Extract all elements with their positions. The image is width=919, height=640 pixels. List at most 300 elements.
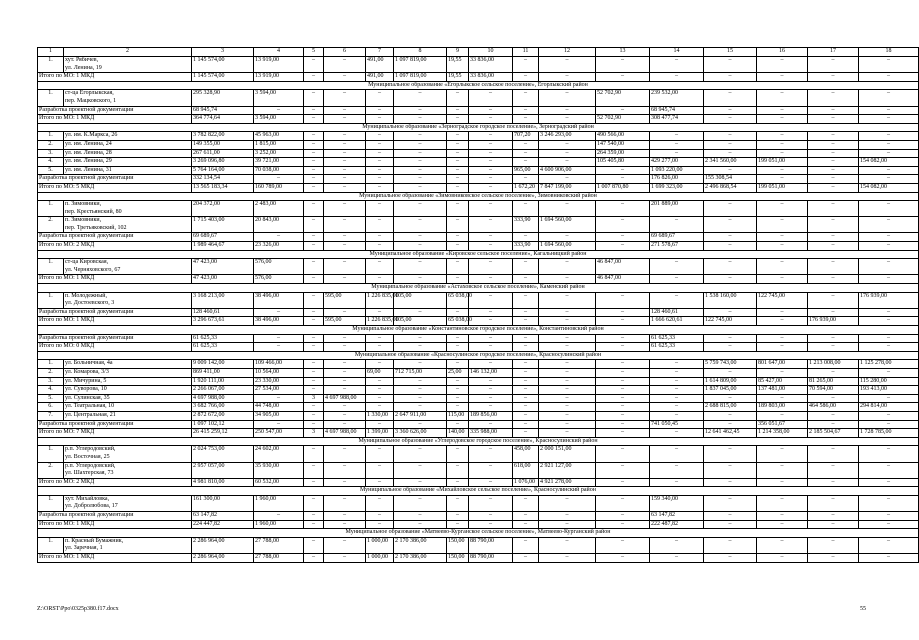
table-cell: – — [394, 201, 447, 217]
table-row — [38, 149, 919, 158]
table-cell: 4. — [38, 158, 64, 167]
table-cell: 5 759 743,00 — [704, 360, 757, 369]
table-cell: – — [704, 233, 757, 242]
table-cell: 63 147,82 — [650, 512, 704, 521]
table-cell: – — [447, 377, 469, 386]
table-cell: – — [808, 57, 859, 73]
table-body — [38, 48, 919, 563]
table-cell: – — [650, 140, 704, 149]
table-cell: – — [366, 201, 394, 217]
table-cell: – — [757, 495, 808, 511]
table-cell: 2. — [38, 217, 64, 233]
table-cell: – — [859, 201, 919, 217]
table-cell: – — [469, 512, 513, 521]
table-cell: – — [447, 446, 469, 462]
column-number-header: 12 — [539, 48, 596, 57]
table-cell: – — [539, 554, 596, 563]
table-cell: 68 945,74 — [192, 106, 254, 115]
table-cell: – — [704, 73, 757, 82]
table-cell: 65 038,00 — [447, 317, 469, 326]
total-row — [38, 242, 919, 251]
table-cell: – — [324, 411, 366, 420]
table-cell: – — [304, 175, 324, 184]
table-cell: – — [447, 233, 469, 242]
table-cell: – — [539, 317, 596, 326]
table-cell: – — [513, 520, 539, 529]
column-number-header: 7 — [366, 48, 394, 57]
table-cell: – — [394, 183, 447, 192]
table-cell: – — [808, 132, 859, 141]
table-cell: – — [254, 343, 304, 352]
total-label: Разработка проектной документации — [38, 334, 192, 343]
table-cell: – — [859, 175, 919, 184]
table-cell: 1 399,00 — [366, 429, 394, 438]
table-cell: – — [596, 537, 650, 553]
table-cell: – — [596, 166, 650, 175]
table-cell: – — [859, 520, 919, 529]
table-cell: – — [469, 106, 513, 115]
table-cell: 189 856,00 — [469, 411, 513, 420]
table-cell: – — [808, 217, 859, 233]
table-cell: – — [650, 386, 704, 395]
table-cell: 109 466,00 — [254, 360, 304, 369]
table-cell: – — [539, 73, 596, 82]
table-cell: 154 082,00 — [859, 183, 919, 192]
table-cell: – — [513, 343, 539, 352]
table-cell: – — [704, 394, 757, 403]
total-label: Итого по МО: 5 МКД — [38, 183, 192, 192]
table-cell: – — [324, 537, 366, 553]
table-cell: – — [394, 394, 447, 403]
table-cell: 25,00 — [447, 368, 469, 377]
table-cell: – — [513, 368, 539, 377]
table-cell: – — [254, 334, 304, 343]
table-cell: – — [394, 520, 447, 529]
table-cell: 595,00 — [324, 317, 366, 326]
table-cell: – — [324, 360, 366, 369]
table-cell: – — [859, 275, 919, 284]
table-cell: – — [539, 368, 596, 377]
total-row — [38, 512, 919, 521]
table-cell: – — [650, 537, 704, 553]
table-cell: – — [757, 554, 808, 563]
table-cell: 3 594,00 — [254, 115, 304, 124]
table-cell: 7. — [38, 411, 64, 420]
table-cell: 154 082,00 — [859, 158, 919, 167]
table-cell: 1 000,00 — [366, 537, 394, 553]
table-row — [38, 201, 919, 217]
table-cell: – — [539, 140, 596, 149]
table-cell: – — [757, 446, 808, 462]
address-cell: ст-ца Егорлыкская, пер. Мацковского, 1 — [64, 90, 192, 106]
table-cell: 364 774,64 — [192, 115, 254, 124]
table-cell: 3. — [38, 377, 64, 386]
table-cell: – — [596, 512, 650, 521]
table-cell: 1 214 358,00 — [757, 429, 808, 438]
table-cell: 105,00 — [394, 317, 447, 326]
table-cell: – — [304, 386, 324, 395]
table-cell: – — [539, 259, 596, 275]
table-cell: – — [469, 317, 513, 326]
table-cell: – — [394, 106, 447, 115]
table-cell: – — [596, 520, 650, 529]
table-row — [38, 158, 919, 167]
table-cell: – — [469, 259, 513, 275]
table-cell: – — [704, 275, 757, 284]
table-cell: – — [596, 368, 650, 377]
table-cell: – — [757, 242, 808, 251]
table-cell: – — [394, 242, 447, 251]
table-cell: 150,00 — [447, 537, 469, 553]
address-cell: ул. Комарова, 3/3 — [64, 368, 192, 377]
table-cell: – — [539, 275, 596, 284]
table-cell: 3 360 626,00 — [394, 429, 447, 438]
table-cell: – — [596, 386, 650, 395]
table-cell: – — [704, 115, 757, 124]
table-cell: – — [469, 201, 513, 217]
table-cell: 70 038,00 — [254, 166, 304, 175]
table-cell: – — [808, 334, 859, 343]
table-cell: 224 447,82 — [192, 520, 254, 529]
table-cell: – — [366, 386, 394, 395]
table-cell: – — [469, 292, 513, 308]
table-cell: – — [513, 317, 539, 326]
table-cell: – — [808, 90, 859, 106]
table-cell: – — [539, 495, 596, 511]
table-cell: – — [513, 554, 539, 563]
table-cell: – — [539, 394, 596, 403]
table-cell: – — [366, 275, 394, 284]
table-cell: – — [808, 275, 859, 284]
table-cell: – — [596, 57, 650, 73]
table-cell: – — [394, 446, 447, 462]
table-cell: – — [394, 140, 447, 149]
total-label: Итого по МО: 1 МКД — [38, 317, 192, 326]
table-cell: – — [324, 495, 366, 511]
table-cell: 1 330,00 — [366, 411, 394, 420]
table-cell: – — [324, 308, 366, 317]
total-label: Итого по МО: 1 МКД — [38, 520, 192, 529]
table-cell: – — [447, 343, 469, 352]
table-cell: – — [539, 429, 596, 438]
table-cell: 65 038,00 — [447, 292, 469, 308]
table-cell: – — [539, 201, 596, 217]
table-cell: 1 097 819,00 — [394, 57, 447, 73]
table-row — [38, 166, 919, 175]
table-cell: – — [650, 368, 704, 377]
table-cell: – — [447, 166, 469, 175]
table-cell: – — [324, 73, 366, 82]
table-cell: – — [513, 259, 539, 275]
table-cell: – — [324, 115, 366, 124]
table-cell: – — [366, 478, 394, 487]
table-cell: – — [394, 478, 447, 487]
table-cell: – — [304, 217, 324, 233]
table-cell: – — [366, 520, 394, 529]
table-cell: – — [596, 175, 650, 184]
table-cell: – — [859, 233, 919, 242]
table-cell: 1 145 574,00 — [192, 57, 254, 73]
document-sheet — [37, 47, 919, 563]
address-cell: ул. Больничная, 4а — [64, 360, 192, 369]
table-cell: – — [757, 106, 808, 115]
table-cell: – — [704, 478, 757, 487]
table-cell: – — [513, 175, 539, 184]
table-cell: 26 415 259,12 — [192, 429, 254, 438]
municipality-title: Муниципальное образование «Егорлыкское сельское поселение», Егорлыкский район — [38, 81, 919, 90]
table-cell: – — [513, 537, 539, 553]
table-row — [38, 446, 919, 462]
table-cell: – — [324, 377, 366, 386]
table-cell: 1 226 835,00 — [366, 317, 394, 326]
table-cell: – — [324, 520, 366, 529]
address-cell: р.п. Углеродовский, ул. Восточная, 25 — [64, 446, 192, 462]
table-cell: 618,00 — [513, 462, 539, 478]
table-cell: – — [513, 495, 539, 511]
table-cell: 19,55 — [447, 73, 469, 82]
table-cell: 1 728 785,00 — [859, 429, 919, 438]
table-cell: – — [539, 57, 596, 73]
table-cell: 13 919,00 — [254, 73, 304, 82]
table-row — [38, 217, 919, 233]
table-cell: 13 565 183,34 — [192, 183, 254, 192]
table-cell: – — [304, 462, 324, 478]
table-cell: – — [596, 403, 650, 412]
table-cell: 1 694 560,00 — [539, 217, 596, 233]
total-label: Разработка проектной документации — [38, 106, 192, 115]
table-cell: 1 213 008,00 — [808, 360, 859, 369]
table-cell: – — [304, 259, 324, 275]
table-cell: – — [704, 446, 757, 462]
table-cell: – — [324, 386, 366, 395]
table-cell: – — [859, 462, 919, 478]
table-cell: – — [757, 334, 808, 343]
total-row — [38, 175, 919, 184]
table-cell: – — [808, 394, 859, 403]
table-cell: – — [394, 343, 447, 352]
table-cell: – — [808, 175, 859, 184]
table-cell: 137 481,00 — [757, 386, 808, 395]
table-cell: – — [757, 259, 808, 275]
table-cell: 271 578,67 — [650, 242, 704, 251]
table-cell: – — [324, 90, 366, 106]
table-cell: – — [394, 158, 447, 167]
table-cell: – — [596, 106, 650, 115]
table-cell: 2 170 386,00 — [394, 554, 447, 563]
table-cell: – — [394, 259, 447, 275]
table-cell: 2 341 560,00 — [704, 158, 757, 167]
column-number-header: 5 — [304, 48, 324, 57]
table-cell: – — [469, 334, 513, 343]
table-cell: 47 423,00 — [192, 259, 254, 275]
table-cell: – — [304, 520, 324, 529]
section-header-row — [38, 250, 919, 259]
table-cell: 332 134,54 — [192, 175, 254, 184]
table-cell: 70 594,00 — [808, 386, 859, 395]
table-cell: 122 745,00 — [704, 317, 757, 326]
table-cell: 4. — [38, 386, 64, 395]
table-row — [38, 360, 919, 369]
table-cell: – — [304, 73, 324, 82]
table-cell: – — [808, 368, 859, 377]
table-cell: 7 847 199,00 — [539, 183, 596, 192]
table-row — [38, 537, 919, 553]
table-cell: – — [757, 394, 808, 403]
table-cell: 3 594,00 — [254, 90, 304, 106]
address-cell: хут. Михайловка, ул. Добролюбова, 17 — [64, 495, 192, 511]
table-cell: – — [394, 377, 447, 386]
table-cell: 333,90 — [513, 217, 539, 233]
table-cell: 1. — [38, 537, 64, 553]
table-cell: – — [254, 233, 304, 242]
table-cell: 576,00 — [254, 275, 304, 284]
table-cell: 1. — [38, 132, 64, 141]
table-cell: – — [808, 462, 859, 478]
table-cell: – — [324, 132, 366, 141]
table-cell: – — [859, 149, 919, 158]
table-cell: 88 790,00 — [469, 554, 513, 563]
table-cell: 1 699 323,00 — [650, 183, 704, 192]
table-cell: 13 919,00 — [254, 57, 304, 73]
total-row — [38, 183, 919, 192]
total-label: Разработка проектной документации — [38, 420, 192, 429]
table-cell: 1. — [38, 495, 64, 511]
table-cell: – — [304, 183, 324, 192]
table-cell: – — [650, 73, 704, 82]
table-cell: – — [513, 334, 539, 343]
table-cell: 46 847,00 — [596, 275, 650, 284]
table-cell: 1 007 870,80 — [596, 183, 650, 192]
table-row — [38, 140, 919, 149]
table-cell: – — [808, 158, 859, 167]
table-cell: – — [513, 308, 539, 317]
table-cell: 222 487,82 — [650, 520, 704, 529]
total-row — [38, 275, 919, 284]
table-cell: – — [757, 411, 808, 420]
table-cell: – — [304, 132, 324, 141]
table-cell: 4 697 988,00 — [324, 394, 366, 403]
table-cell: – — [859, 512, 919, 521]
total-row — [38, 520, 919, 529]
table-cell: – — [539, 90, 596, 106]
table-cell: – — [366, 420, 394, 429]
table-cell: – — [704, 132, 757, 141]
table-cell: – — [469, 115, 513, 124]
table-cell: – — [859, 73, 919, 82]
table-cell: – — [704, 495, 757, 511]
table-cell: 1 666 620,61 — [650, 317, 704, 326]
table-cell: – — [447, 217, 469, 233]
table-cell: – — [596, 394, 650, 403]
table-cell: – — [394, 386, 447, 395]
table-cell: – — [366, 166, 394, 175]
table-cell: – — [324, 554, 366, 563]
address-cell: ул. им. Ленина, 31 — [64, 166, 192, 175]
table-cell: – — [366, 242, 394, 251]
table-cell: – — [469, 446, 513, 462]
table-cell: – — [366, 446, 394, 462]
table-cell: 1. — [38, 360, 64, 369]
table-cell: 1 614 809,00 — [704, 377, 757, 386]
table-cell: – — [366, 217, 394, 233]
table-cell: – — [808, 343, 859, 352]
table-cell: – — [513, 394, 539, 403]
table-cell: – — [704, 368, 757, 377]
table-cell: – — [859, 446, 919, 462]
table-cell: 2 185 504,67 — [808, 429, 859, 438]
column-number-header: 14 — [650, 48, 704, 57]
table-cell: 491,00 — [366, 57, 394, 73]
table-cell: – — [757, 115, 808, 124]
municipality-title: Муниципальное образование «Зерноградское городское поселение», Зерноградский район — [38, 123, 919, 132]
table-cell: – — [304, 106, 324, 115]
table-cell: – — [447, 259, 469, 275]
table-cell: 3 — [304, 394, 324, 403]
table-cell: 1. — [38, 57, 64, 73]
total-row — [38, 478, 919, 487]
table-cell: 38 496,00 — [254, 292, 304, 308]
address-cell: ул. Театральная, 10 — [64, 403, 192, 412]
table-cell: 44 748,00 — [254, 403, 304, 412]
table-cell: – — [650, 411, 704, 420]
table-cell: – — [704, 90, 757, 106]
table-cell: – — [469, 420, 513, 429]
table-cell: 295 328,90 — [192, 90, 254, 106]
column-number-header: 17 — [808, 48, 859, 57]
table-cell: – — [513, 106, 539, 115]
table-cell: – — [394, 132, 447, 141]
table-cell: – — [650, 394, 704, 403]
table-cell: 3 296 673,61 — [192, 317, 254, 326]
table-cell: – — [324, 158, 366, 167]
table-cell: – — [513, 429, 539, 438]
table-cell: 1 076,00 — [513, 478, 539, 487]
table-cell: – — [394, 115, 447, 124]
table-cell: 1 989 464,67 — [192, 242, 254, 251]
table-cell: – — [859, 242, 919, 251]
table-cell: 2 872 672,00 — [192, 411, 254, 420]
table-cell: – — [650, 403, 704, 412]
table-cell: 1 960,00 — [254, 495, 304, 511]
table-cell: – — [808, 201, 859, 217]
total-row — [38, 554, 919, 563]
table-cell: – — [808, 106, 859, 115]
table-cell: – — [539, 115, 596, 124]
table-cell: 81 265,00 — [808, 377, 859, 386]
table-cell: 429 277,00 — [650, 158, 704, 167]
table-cell: – — [394, 334, 447, 343]
table-cell: – — [304, 275, 324, 284]
table-cell: 122 745,00 — [757, 292, 808, 308]
table-cell: 3 782 822,00 — [192, 132, 254, 141]
table-cell: – — [513, 140, 539, 149]
table-cell: – — [757, 462, 808, 478]
header-row — [38, 48, 919, 57]
table-row — [38, 411, 919, 420]
table-cell: – — [704, 57, 757, 73]
table-cell: – — [808, 292, 859, 308]
table-cell: – — [596, 360, 650, 369]
table-cell: – — [859, 308, 919, 317]
column-number-header: 13 — [596, 48, 650, 57]
total-label: Итого по МО: 1 МКД — [38, 554, 192, 563]
table-cell: – — [324, 106, 366, 115]
table-cell: – — [447, 242, 469, 251]
table-cell: – — [704, 259, 757, 275]
table-cell: 250 547,00 — [254, 429, 304, 438]
table-cell: – — [394, 308, 447, 317]
table-cell: 1 672,20 — [513, 183, 539, 192]
